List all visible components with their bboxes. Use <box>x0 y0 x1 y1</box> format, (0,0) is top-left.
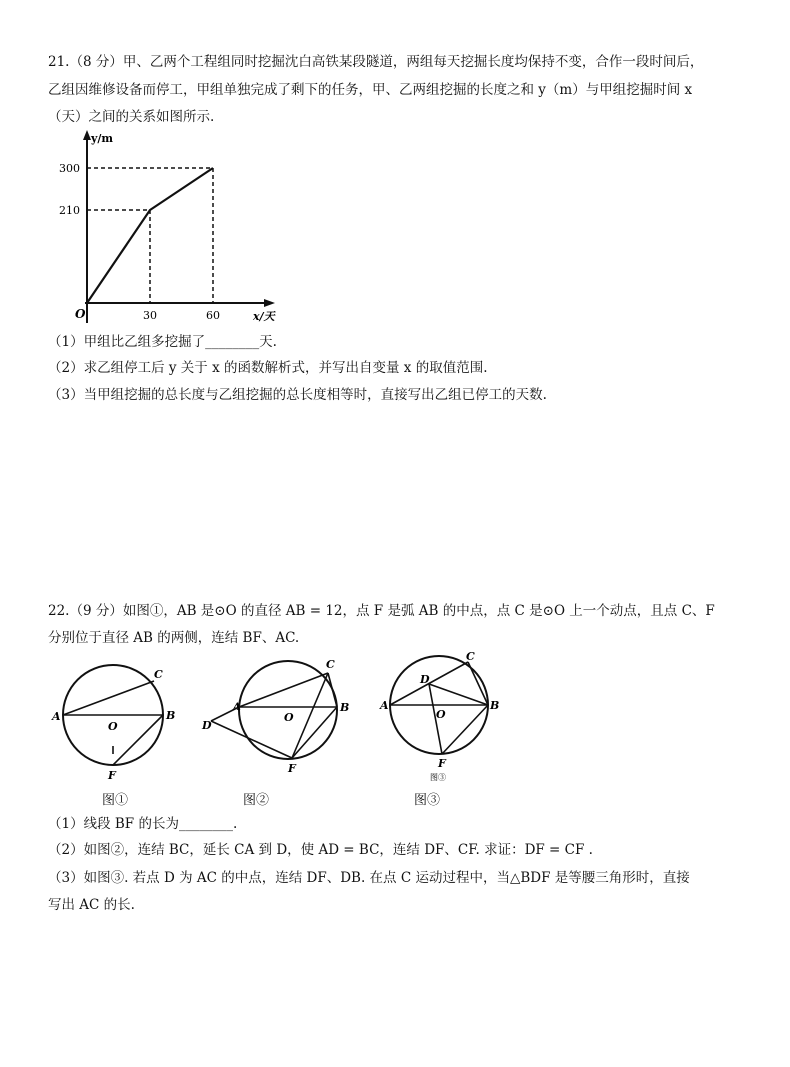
label-O: O <box>108 720 118 733</box>
q21-stem-line-3: （天）之间的关系如图所示. <box>48 109 215 125</box>
q21-stem-line-1: 21.（8 分）甲、乙两个工程组同时挖掘沈白高铁某段隧道，两组每天挖掘长度均保持不变，合作一段时间后， <box>48 54 704 70</box>
q21-stem-line-2: 乙组因维修设备而停工，甲组单独完成了剩下的任务，甲、乙两组挖掘的长度之和 y（m）与甲组挖掘时间 x <box>48 82 693 98</box>
q21-graph <box>55 128 295 328</box>
q22-figure-1 <box>50 658 190 783</box>
q21-sub-1: （1）甲组比乙组多挖掘了________天. <box>48 334 277 350</box>
label-D: D <box>202 719 212 732</box>
label-F: F <box>438 757 446 770</box>
caption-figure-3: 图③ <box>414 793 441 808</box>
y-axis-arrow <box>83 130 91 140</box>
caption-figure-2: 图② <box>243 793 270 808</box>
label-A: A <box>52 710 61 723</box>
x-tick-60: 60 <box>206 309 220 322</box>
label-B: B <box>490 699 500 712</box>
q22-sub-3-line-1: （3）如图③. 若点 D 为 AC 的中点，连结 DF、DB. 在点 C 运动过程中，当△BDF 是等腰三角形时，直接 <box>48 870 690 886</box>
label-B: B <box>166 709 176 722</box>
label-C: C <box>466 650 475 663</box>
q21-sub-3: （3）当甲组挖掘的总长度与乙组挖掘的总长度相等时，直接写出乙组已停工的天数. <box>48 387 547 403</box>
q22-stem-line-1: 22.（9 分）如图①，AB 是⊙O 的直径 AB = 12，点 F 是弧 AB 的中点，点 C 是⊙O 上一个动点，且点 C、F <box>48 603 715 619</box>
label-F: F <box>288 762 296 775</box>
q21-sub-2: （2）求乙组停工后 y 关于 x 的函数解析式，并写出自变量 x 的取值范围. <box>48 360 488 376</box>
label-A: A <box>380 699 389 712</box>
label-A: A <box>233 702 241 713</box>
x-axis-label: x/天 <box>253 310 275 323</box>
q22-sub-1: （1）线段 BF 的长为________. <box>48 816 238 832</box>
q22-sub-3-line-2: 写出 AC 的长. <box>48 897 135 913</box>
caption-figure-1: 图① <box>102 793 129 808</box>
label-D: D <box>420 673 430 686</box>
faint-figure-label: 图③ <box>430 773 446 782</box>
q22-sub-2: （2）如图②，连结 BC，延长 CA 到 D，使 AD = BC，连结 DF、CF. 求证：DF = CF . <box>48 842 593 858</box>
label-C: C <box>154 668 163 681</box>
y-axis-label: y/m <box>91 132 114 145</box>
label-O: O <box>436 708 446 721</box>
y-tick-210: 210 <box>59 204 80 217</box>
label-O: O <box>284 711 294 724</box>
x-axis-arrow <box>264 299 275 307</box>
origin-label: O <box>75 307 86 321</box>
label-B: B <box>340 701 350 714</box>
q22-stem-line-2: 分别位于直径 AB 的两侧，连结 BF、AC. <box>48 630 300 646</box>
y-tick-300: 300 <box>59 162 80 175</box>
x-tick-30: 30 <box>143 309 157 322</box>
label-C: C <box>326 658 335 671</box>
label-F: F <box>108 769 116 782</box>
q22-figure-3 <box>378 650 508 785</box>
q22-figure-2 <box>200 655 360 780</box>
